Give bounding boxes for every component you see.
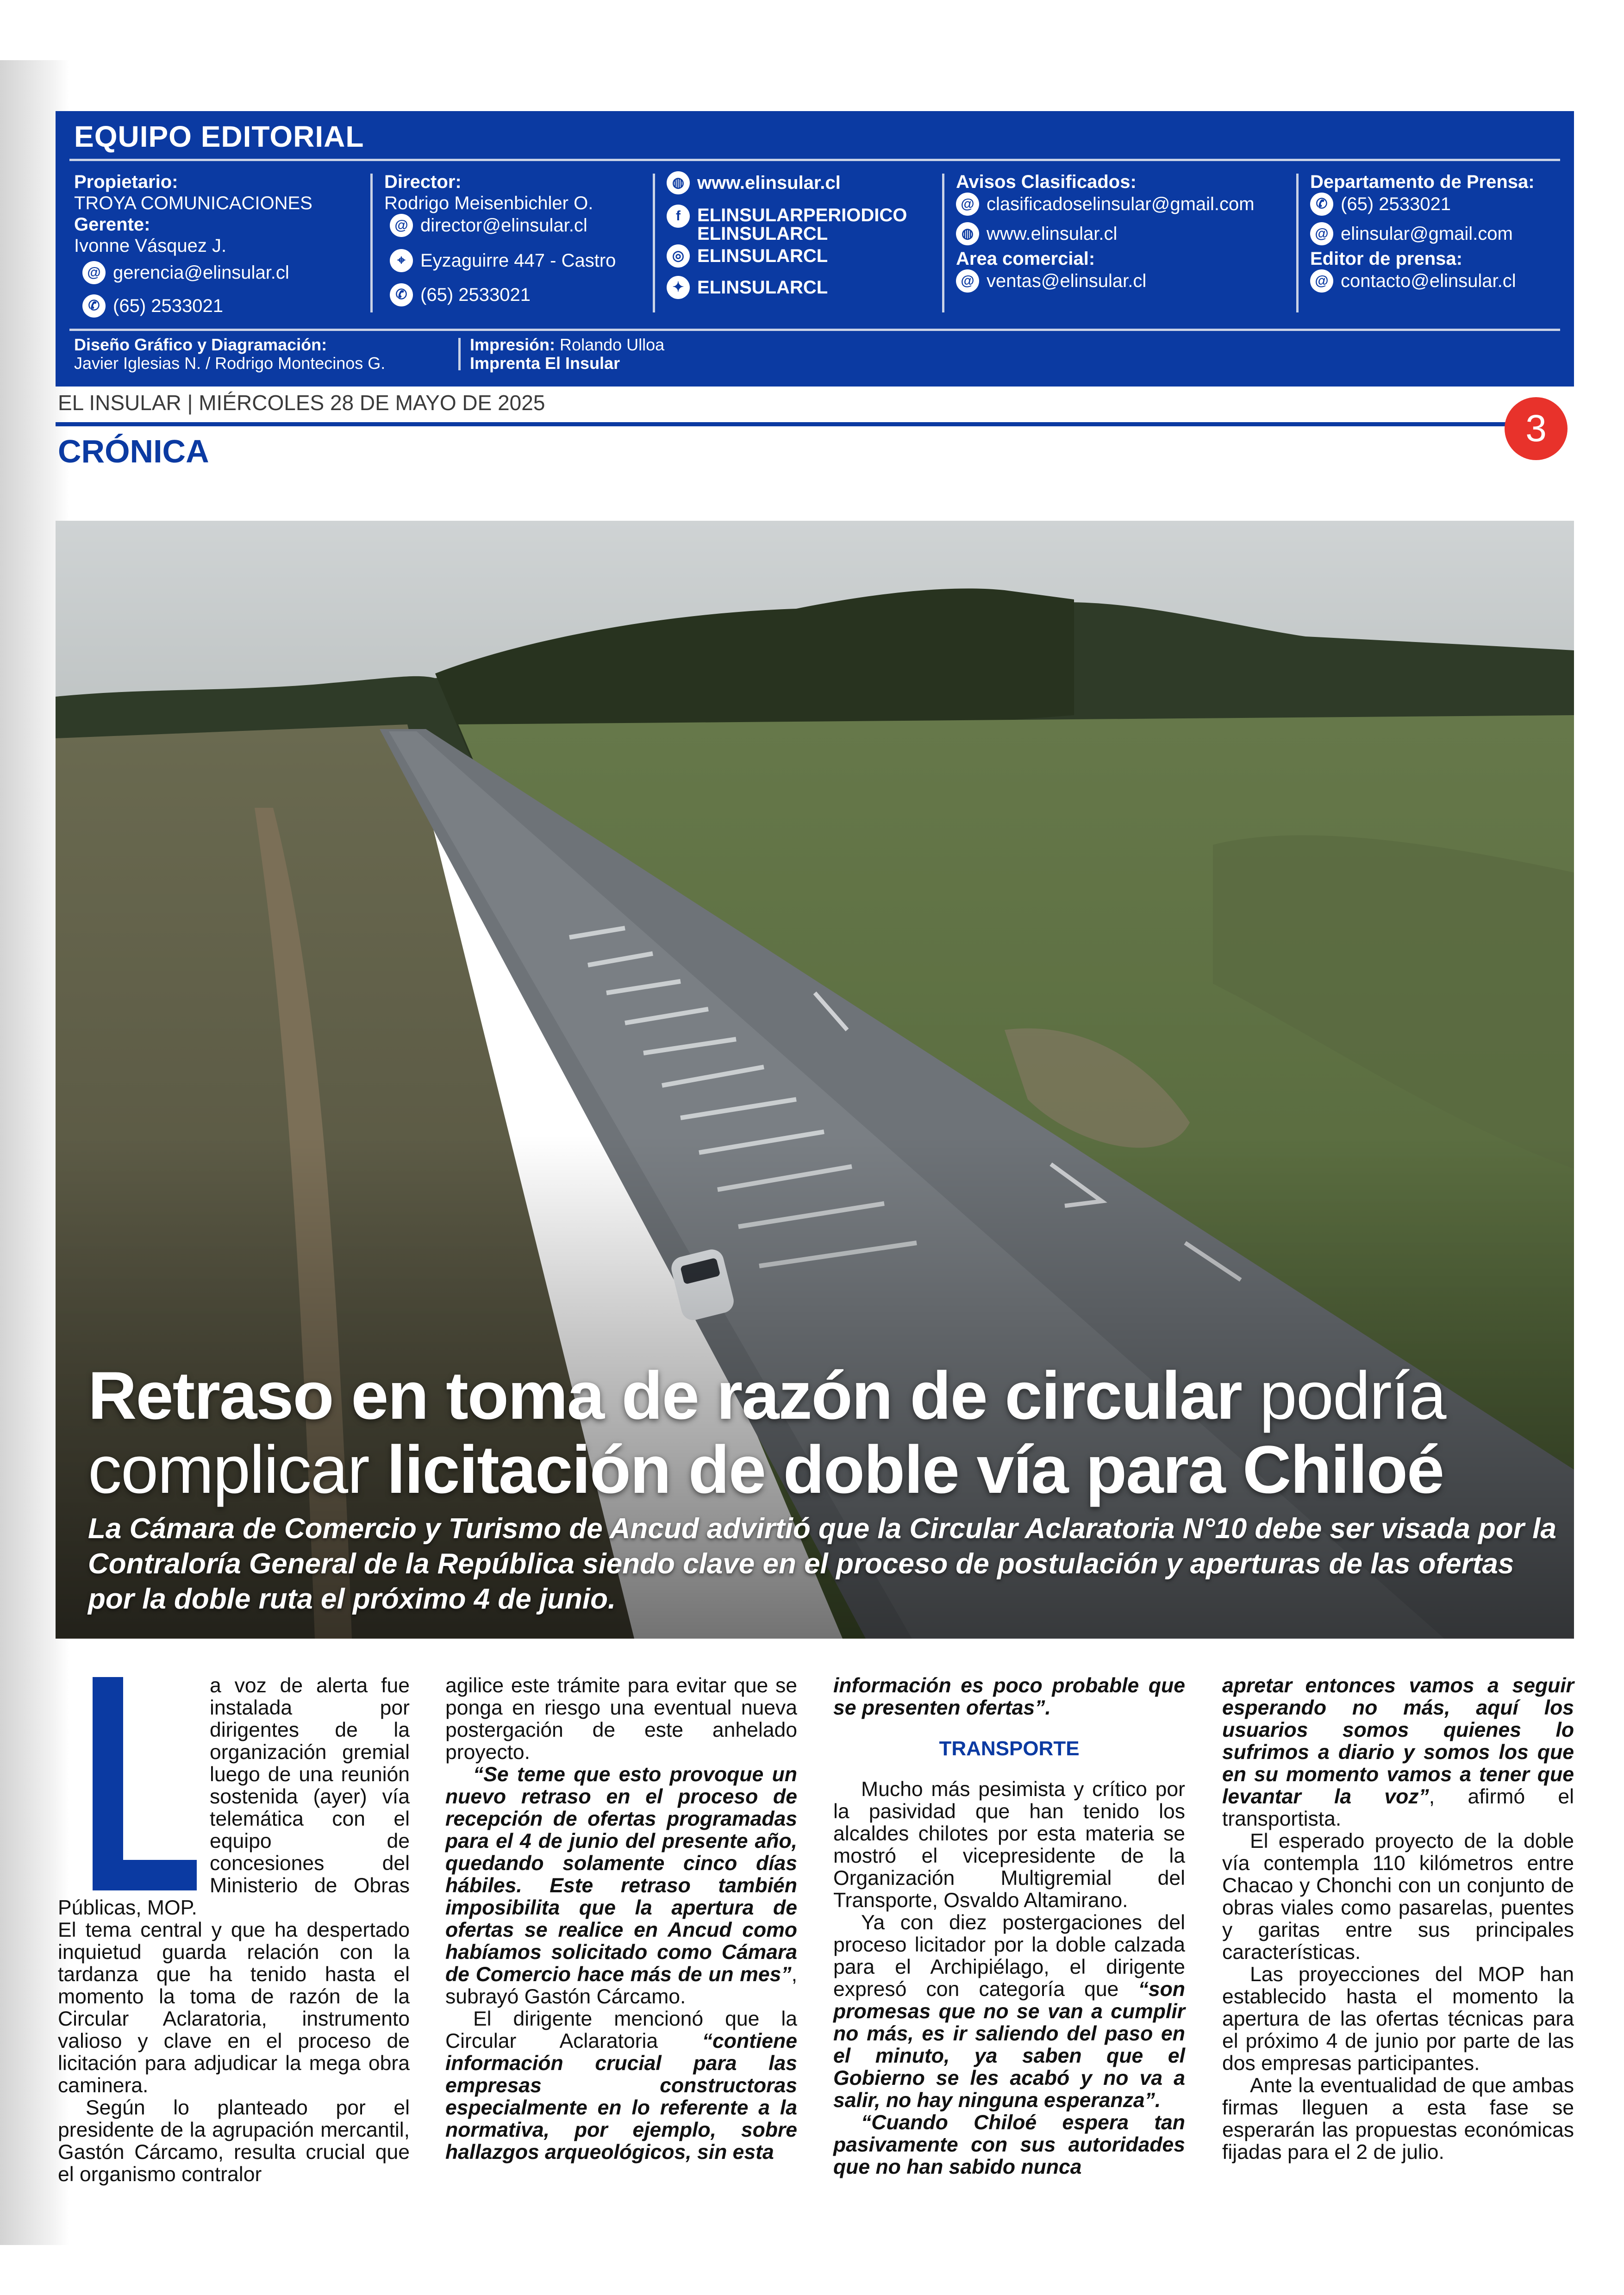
masthead-column-divider bbox=[653, 174, 655, 312]
design-names: Javier Iglesias N. / Rodrigo Montecinos G. bbox=[74, 354, 386, 373]
paragraph: Ante la eventualidad de que ambas firmas lleguen a esta fase se esperarán las propuestas económicas fijadas para el 2 de julio. bbox=[1222, 2074, 1574, 2164]
paragraph: agilice este trámite para evitar que se ponga en riesgo una eventual nueva postergación de este anhelado proyecto. bbox=[445, 1674, 797, 1764]
director-phone: (65) 2533021 bbox=[420, 285, 531, 305]
manager-email[interactable]: gerencia@elinsular.cl bbox=[113, 262, 289, 283]
paragraph: El esperado proyecto de la doble vía contempla 110 kilómetros entre Chacao y Chonchi con un conjunto de obras viales como pasarelas, puentes y garitas entre sus principales características. bbox=[1222, 1830, 1574, 1964]
headline bbox=[88, 1359, 1560, 1507]
email-icon: @ bbox=[956, 269, 979, 293]
paragraph: El dirigente mencionó que la Circular Aclaratoria bbox=[445, 2008, 797, 2052]
director-name: Rodrigo Meisenbichler O. bbox=[384, 193, 593, 213]
twitter-icon: ✦ bbox=[667, 276, 690, 299]
quote: apretar entonces vamos a seguir esperando no más, aquí los usuarios somos quienes lo sufrimos a diario y somos los que en su momento vamos a tener que levantar la voz” bbox=[1222, 1674, 1574, 1808]
headline-light-1: podría bbox=[1259, 1358, 1446, 1433]
quote: “Cuando Chiloé espera tan pasivamente con sus autoridades que no han sabido nunca bbox=[833, 2111, 1185, 2178]
facebook-icon: f bbox=[667, 205, 690, 228]
masthead-owner-block bbox=[74, 171, 312, 318]
email-icon: @ bbox=[390, 214, 413, 237]
masthead-press-block bbox=[1310, 171, 1535, 293]
section-title: CRÓNICA bbox=[58, 433, 209, 469]
masthead-divider bbox=[69, 329, 1560, 331]
twitter-handle[interactable]: ELINSULARCL bbox=[697, 277, 828, 298]
deck-subtitle: La Cámara de Comercio y Turismo de Ancud advirtió que la Circular Aclaratoria N°10 debe ser visada por la Contraloría General de la República siendo clave en el proceso de postulación y aperturas de las ofertas por la doble ruta el próximo 4 de junio. bbox=[88, 1513, 1556, 1615]
press-label: Departamento de Prensa: bbox=[1310, 172, 1535, 192]
masthead-director-block bbox=[384, 171, 616, 306]
print-credits bbox=[470, 336, 664, 373]
email-icon: @ bbox=[1310, 222, 1333, 245]
phone-icon: ✆ bbox=[1310, 193, 1333, 216]
commercial-email[interactable]: ventas@elinsular.cl bbox=[987, 271, 1147, 291]
attribution: , afirmó el transportista. bbox=[1222, 1785, 1574, 1830]
masthead-column-divider bbox=[1296, 174, 1299, 312]
dateline: EL INSULAR | MIÉRCOLES 28 DE MAYO DE 2025 bbox=[58, 391, 545, 415]
instagram-icon: ◎ bbox=[667, 244, 690, 268]
location-pin-icon: ⌖ bbox=[390, 249, 413, 272]
design-credits bbox=[74, 336, 385, 373]
paragraph: Mucho más pesimista y crítico por la pasividad que han tenido los alcaldes chilotes por esta materia se mostró el vicepresidente de la Organización Multigremial del Transporte, Osvaldo Altamirano. bbox=[833, 1778, 1185, 1912]
lead-photo bbox=[56, 521, 1574, 1639]
headline-bold-2: licitación de doble vía para Chiloé bbox=[387, 1432, 1444, 1507]
quote: información es poco probable que se presenten ofertas”. bbox=[833, 1674, 1185, 1719]
article-column-4 bbox=[1222, 1675, 1574, 2164]
press-email[interactable]: elinsular@gmail.com bbox=[1341, 224, 1513, 244]
press-editor-label: Editor de prensa: bbox=[1310, 249, 1462, 269]
facebook-handle[interactable]: ELINSULARPERIODICO bbox=[697, 205, 907, 225]
manager-phone: (65) 2533021 bbox=[113, 296, 223, 316]
editorial-masthead bbox=[56, 111, 1574, 387]
quote: “contiene información crucial para las empresas constructoras especialmente en lo referente a la normativa, por ejemplo, sobre hallazgos arqueológicos, sin esta bbox=[445, 2030, 797, 2164]
masthead-social-block bbox=[667, 171, 907, 299]
quote: “Se teme que esto provoque un nuevo retraso en el proceso de recepción de ofertas programadas para el 4 de junio del presente año, quedando solamente cinco días hábiles. Este retraso también imposibilita que la apertura de ofertas se realice en Ancud como habíamos solicitado como Cámara de Comercio hace más de un mes” bbox=[445, 1763, 797, 1986]
drop-cap-L bbox=[58, 1675, 197, 1892]
headline-bold-1: Retraso en toma de razón de circular bbox=[88, 1358, 1242, 1433]
email-icon: @ bbox=[1310, 269, 1333, 293]
masthead-title: EQUIPO EDITORIAL bbox=[74, 120, 364, 153]
paragraph: Ya con diez postergaciones del proceso licitador por la doble calzada para el Archipiélago, el dirigente expresó con categoría que bbox=[833, 1911, 1185, 2001]
paragraph: El tema central y que ha despertado inquietud guarda relación con la tardanza que ha tenido hasta el momento la toma de razón de la Circular Aclaratoria, instrumento valioso y clave en el proceso de licitación para adjudicar la mega obra caminera. bbox=[58, 1919, 410, 2097]
paragraph: a voz de alerta fue instalada por dirigentes de la organización gremial luego de una reunión sostenida (ayer) vía telemática con el equipo de concesiones del Ministerio de Obras Públicas, MOP. bbox=[58, 1674, 410, 1919]
press-phone: (65) 2533021 bbox=[1341, 194, 1451, 214]
masthead-divider bbox=[69, 159, 1560, 161]
globe-icon: ◍ bbox=[956, 222, 979, 245]
manager-label: Gerente: bbox=[74, 214, 150, 235]
website-link[interactable]: www.elinsular.cl bbox=[697, 173, 841, 193]
manager-name: Ivonne Vásquez J. bbox=[74, 236, 227, 256]
dateline-rule bbox=[56, 422, 1509, 426]
article-column-2 bbox=[445, 1675, 797, 2164]
globe-icon: ◍ bbox=[667, 171, 690, 194]
masthead-column-divider bbox=[458, 338, 461, 370]
masthead-classifieds-block bbox=[956, 171, 1255, 293]
instagram-handle[interactable]: ELINSULARCL bbox=[697, 246, 828, 266]
paragraph: Según lo planteado por el presidente de la agrupación mercantil, Gastón Cárcamo, resulta crucial que el organismo contralor bbox=[58, 2096, 410, 2186]
print-shop: Imprenta El Insular bbox=[470, 354, 620, 373]
phone-icon: ✆ bbox=[82, 294, 106, 318]
article-column-3 bbox=[833, 1675, 1185, 2178]
classifieds-website[interactable]: www.elinsular.cl bbox=[987, 224, 1118, 244]
headline-light-2: complicar bbox=[88, 1432, 369, 1507]
office-address: Eyzaguirre 447 - Castro bbox=[420, 250, 616, 271]
paragraph: Las proyecciones del MOP han establecido hasta el momento la apertura de las ofertas técnicas para el próximo 4 de junio por parte de las dos empresas participantes. bbox=[1222, 1963, 1574, 2075]
article-column-1 bbox=[58, 1675, 410, 2186]
design-label: Diseño Gráfico y Diagramación: bbox=[74, 335, 327, 354]
classifieds-label: Avisos Clasificados: bbox=[956, 172, 1137, 192]
director-label: Director: bbox=[384, 172, 462, 192]
owner-label: Propietario: bbox=[74, 172, 178, 192]
director-email[interactable]: director@elinsular.cl bbox=[420, 215, 587, 236]
page-number-badge: 3 bbox=[1505, 397, 1568, 460]
phone-icon: ✆ bbox=[390, 283, 413, 306]
print-name: Rolando Ulloa bbox=[560, 335, 665, 354]
commercial-label: Area comercial: bbox=[956, 249, 1095, 269]
quote: “son promesas que no se van a cumplir no más, es ir saliendo del paso en el minuto, ya saben que el Gobierno se les acabó y no va a salir, no hay ninguna esperanza”. bbox=[833, 1978, 1185, 2112]
email-icon: @ bbox=[82, 261, 106, 284]
subheading: TRANSPORTE bbox=[939, 1737, 1080, 1760]
masthead-column-divider bbox=[370, 174, 373, 312]
facebook-handle-secondary[interactable]: ELINSULARCL bbox=[697, 224, 828, 244]
masthead-column-divider bbox=[942, 174, 944, 312]
owner-name: TROYA COMUNICACIONES bbox=[74, 193, 312, 213]
print-label: Impresión: bbox=[470, 335, 556, 354]
email-icon: @ bbox=[956, 193, 979, 216]
classifieds-email[interactable]: clasificadoselinsular@gmail.com bbox=[987, 194, 1255, 214]
attribution: , subrayó Gastón Cárcamo. bbox=[445, 1963, 797, 2008]
press-editor-email[interactable]: contacto@elinsular.cl bbox=[1341, 271, 1516, 291]
